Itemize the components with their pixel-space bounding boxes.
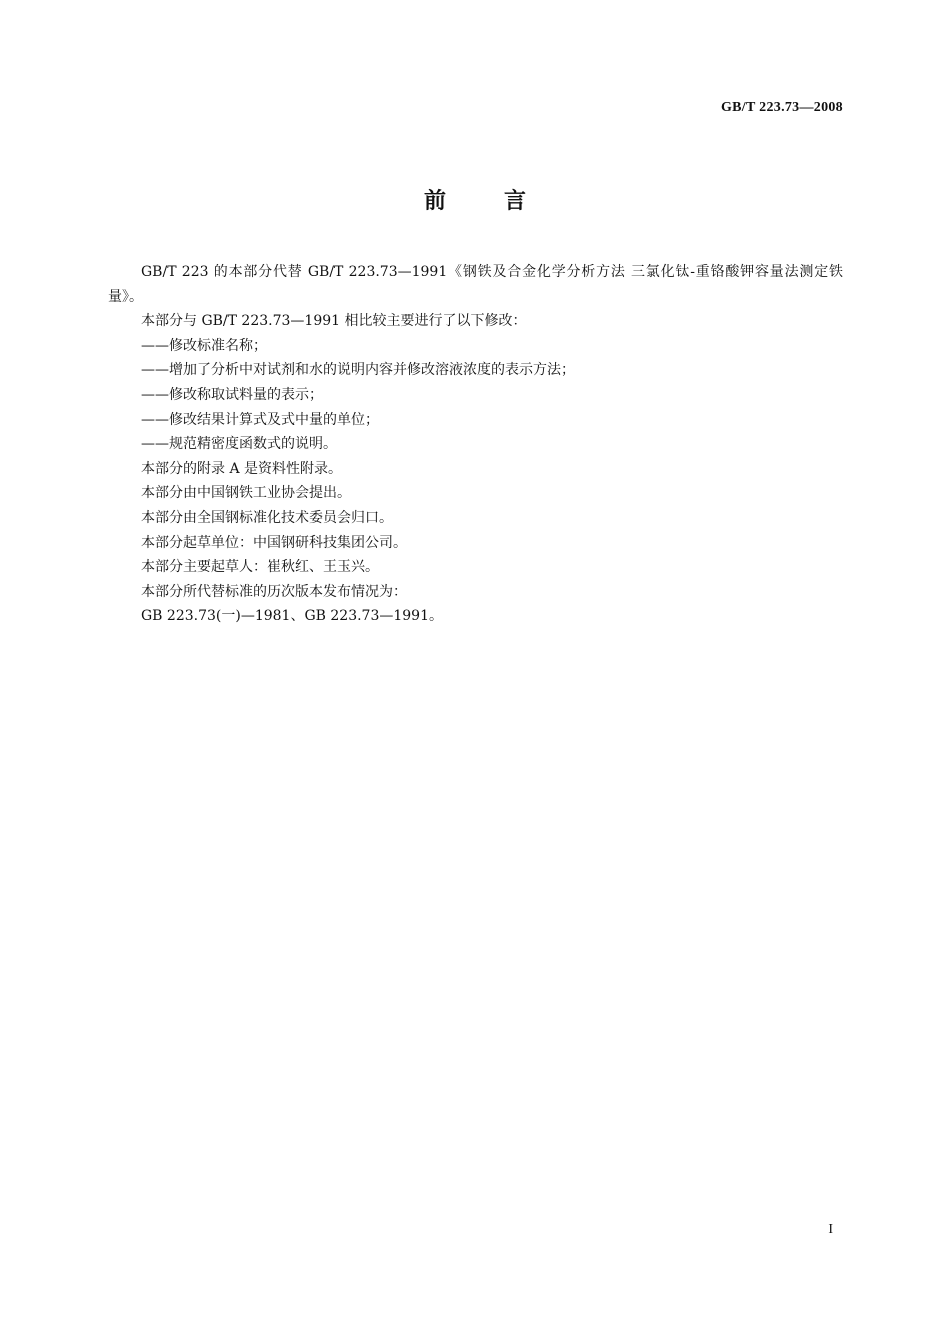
paragraph-history: GB 223.73(一)—1981、GB 223.73—1991。 xyxy=(141,608,443,625)
list-item-change: ——修改标准名称； xyxy=(141,337,267,354)
page-title: 前言 xyxy=(423,189,584,214)
list-item-change: ——修改称取试料量的表示； xyxy=(141,386,323,403)
standard-number: GB/T 223.73—2008 xyxy=(720,100,843,115)
paragraph-history-intro: 本部分所代替标准的历次版本发布情况为： xyxy=(141,583,407,600)
list-item-change: ——修改结果计算式及式中量的单位； xyxy=(141,411,379,428)
paragraph-annex: 本部分的附录 A 是资料性附录。 xyxy=(141,460,343,477)
foreword-body xyxy=(108,260,843,629)
paragraph-replacement: GB/T 223 的本部分代替 GB/T 223.73—1991《钢铁及合金化学分析方法 三氯化钛-重铬酸钾容量法测定铁量》。 xyxy=(108,264,843,305)
paragraph-committee: 本部分由全国钢标准化技术委员会归口。 xyxy=(141,509,393,526)
paragraph-proposer: 本部分由中国钢铁工业协会提出。 xyxy=(141,485,351,502)
paragraph-changes-intro: 本部分与 GB/T 223.73—1991 相比较主要进行了以下修改： xyxy=(141,313,527,330)
list-item-change: ——增加了分析中对试剂和水的说明内容并修改溶液浓度的表示方法； xyxy=(141,362,575,379)
paragraph-drafting-unit: 本部分起草单位：中国钢研科技集团公司。 xyxy=(141,534,407,551)
page-number: I xyxy=(828,1222,833,1237)
paragraph-drafters: 本部分主要起草人：崔秋红、王玉兴。 xyxy=(141,559,379,576)
list-item-change: ——规范精密度函数式的说明。 xyxy=(141,436,337,453)
